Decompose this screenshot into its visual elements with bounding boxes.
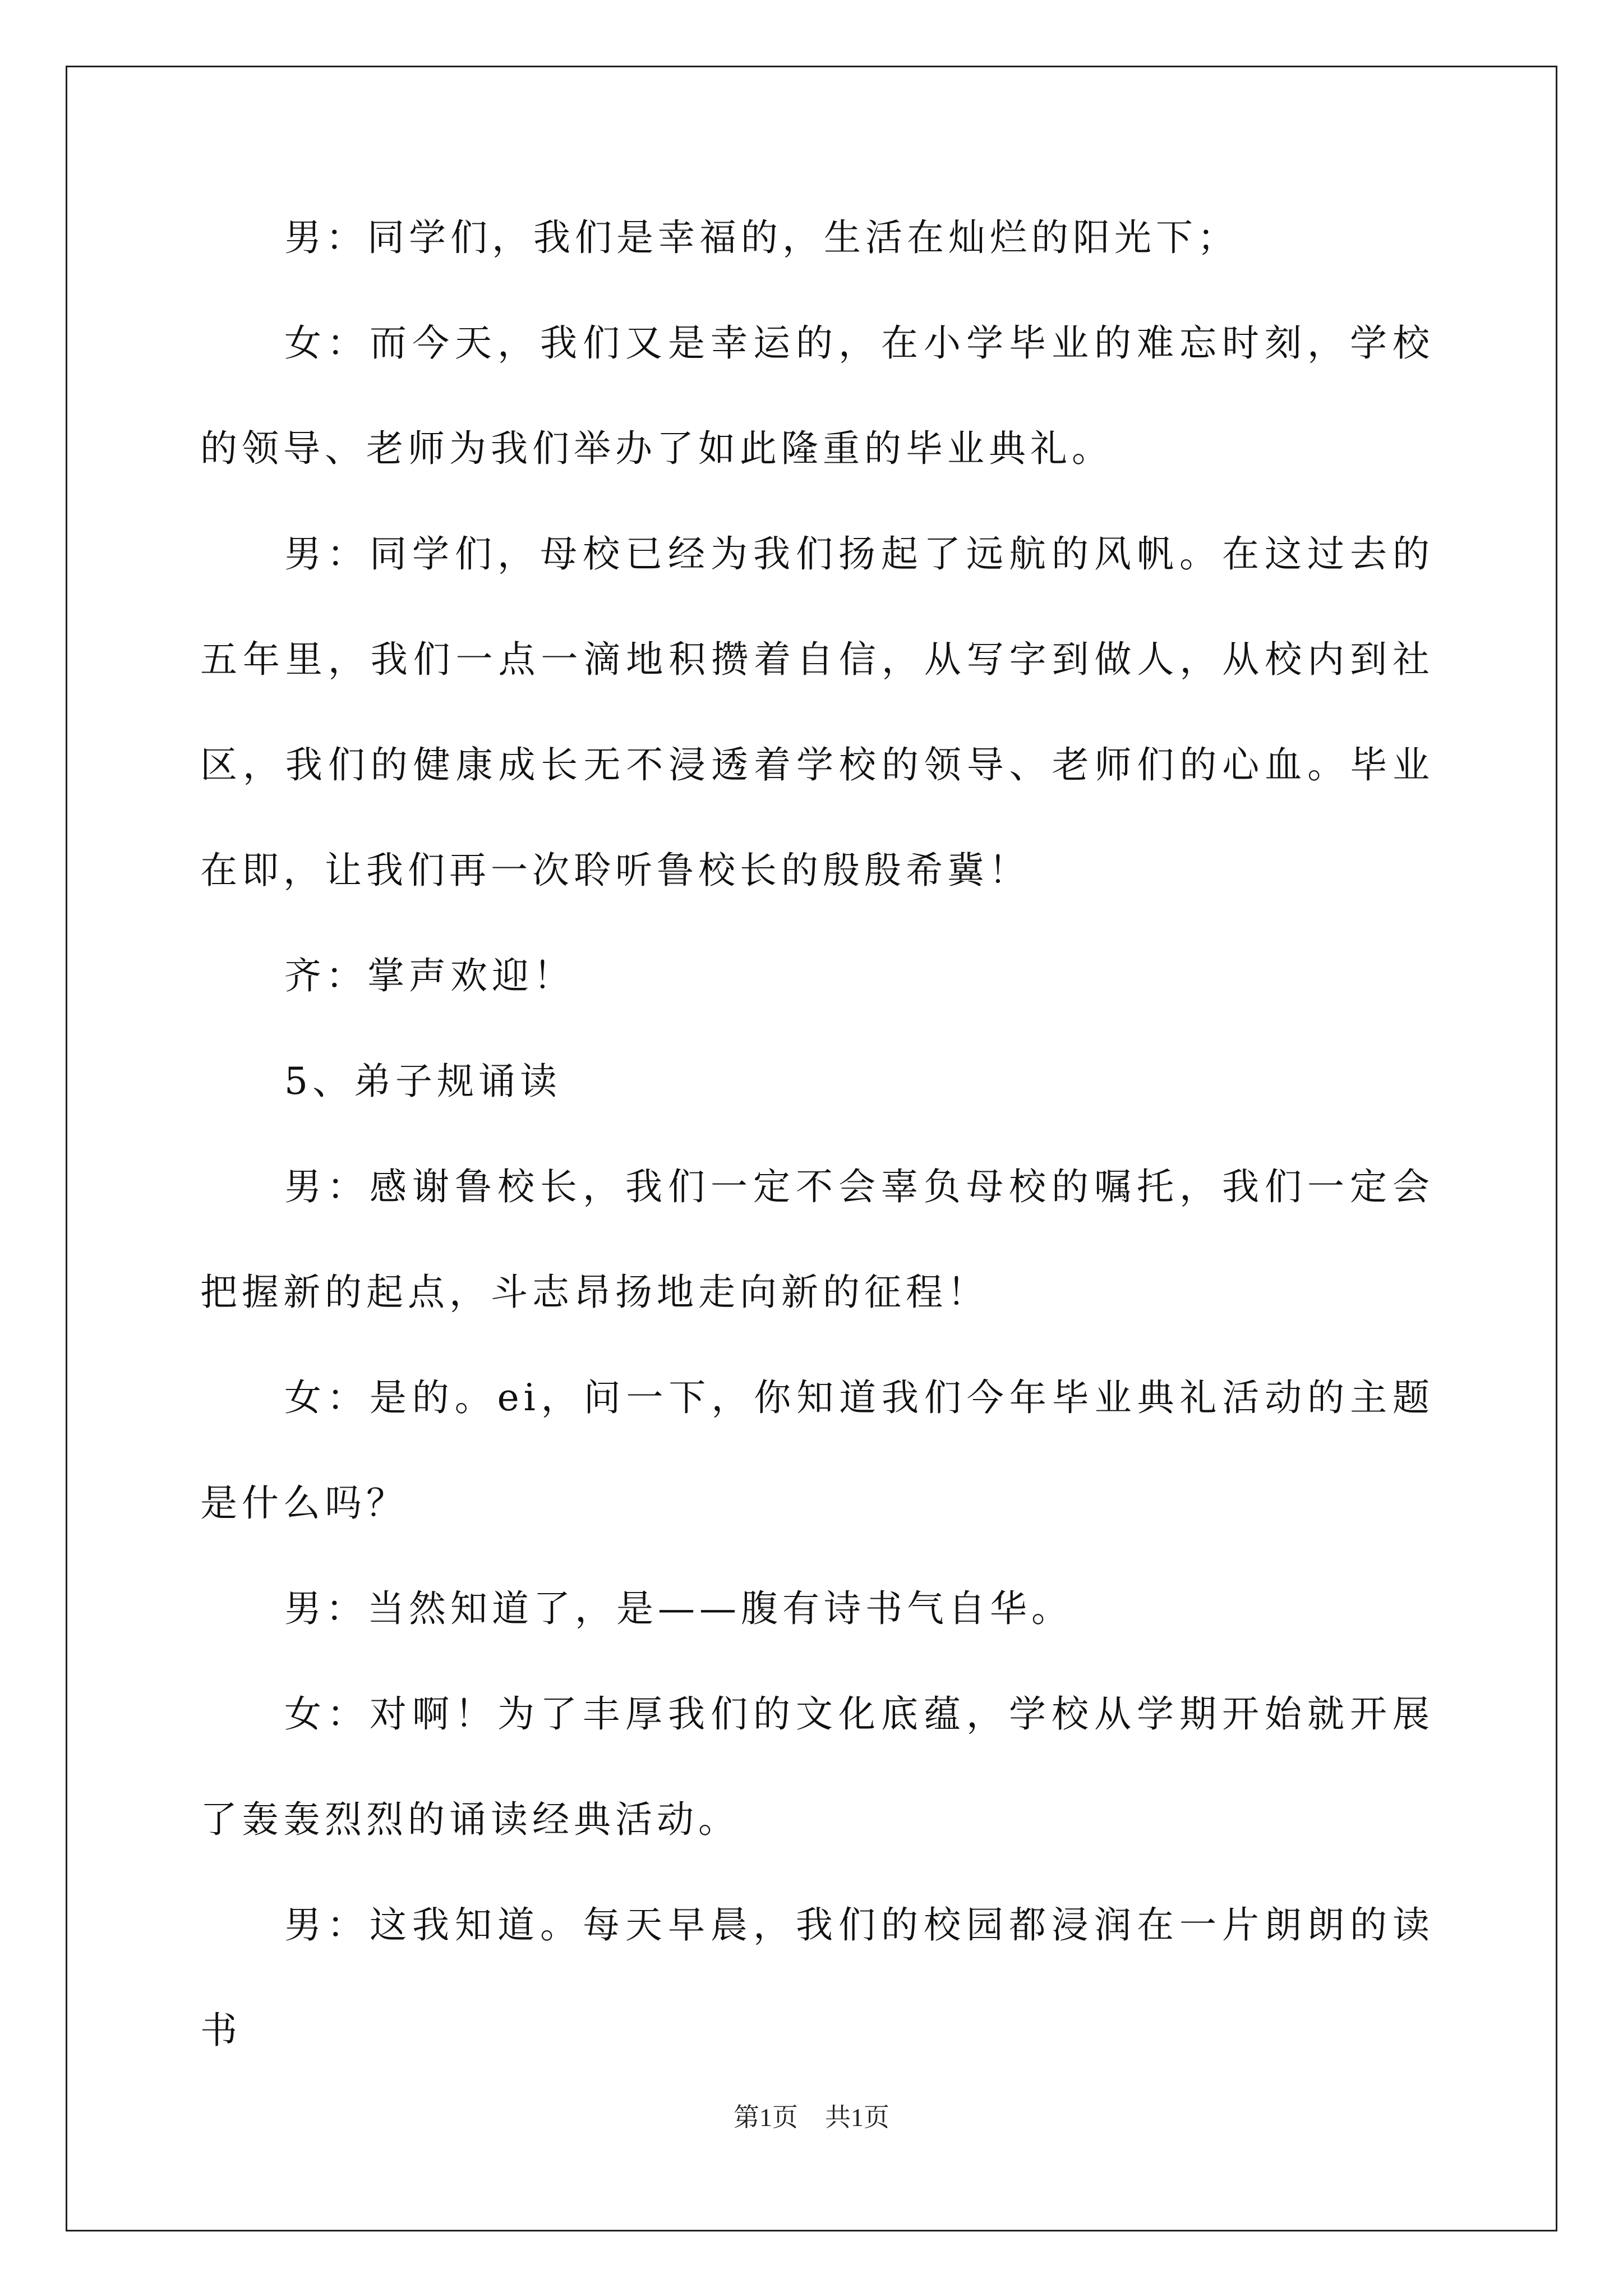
page-footer (0, 2097, 1623, 2134)
document-body (200, 185, 1434, 2083)
paragraph: 男：这我知道。每天早晨，我们的校园都浸润在一片朗朗的读书 (200, 1903, 1434, 2052)
paragraph: 齐：掌声欢迎！ (284, 954, 575, 997)
paragraph: 男：同学们，母校已经为我们扬起了远航的风帆。在这过去的五年里，我们一点一滴地积攒着自信，从写字到做人，从校内到社区，我们的健康成长无不浸透着学校的领导、老师们的心血。毕业在即，让我们再一次聆听鲁校长的殷殷希冀！ (200, 532, 1434, 892)
paragraph: 女：对啊！为了丰厚我们的文化底蕴，学校从学期开始就开展了轰轰烈烈的诵读经典活动。 (200, 1692, 1434, 1841)
paragraph: 女：而今天，我们又是幸运的，在小学毕业的难忘时刻，学校的领导、老师为我们举办了如此隆重的毕业典礼。 (200, 321, 1434, 470)
page-total: 共1页 (825, 2103, 889, 2132)
section-heading: 5、弟子规诵读 (284, 1060, 561, 1103)
paragraph: 女：是的。ei，问一下，你知道我们今年毕业典礼活动的主题是什么吗？ (200, 1376, 1434, 1525)
page-number: 第1页 (734, 2103, 798, 2132)
paragraph: 男：同学们，我们是幸福的，生活在灿烂的阳光下； (284, 216, 1239, 259)
paragraph: 男：感谢鲁校长，我们一定不会辜负母校的嘱托，我们一定会把握新的起点，斗志昂扬地走向新的征程！ (200, 1165, 1434, 1314)
paragraph: 男：当然知道了，是——腹有诗书气自华。 (284, 1587, 1073, 1630)
